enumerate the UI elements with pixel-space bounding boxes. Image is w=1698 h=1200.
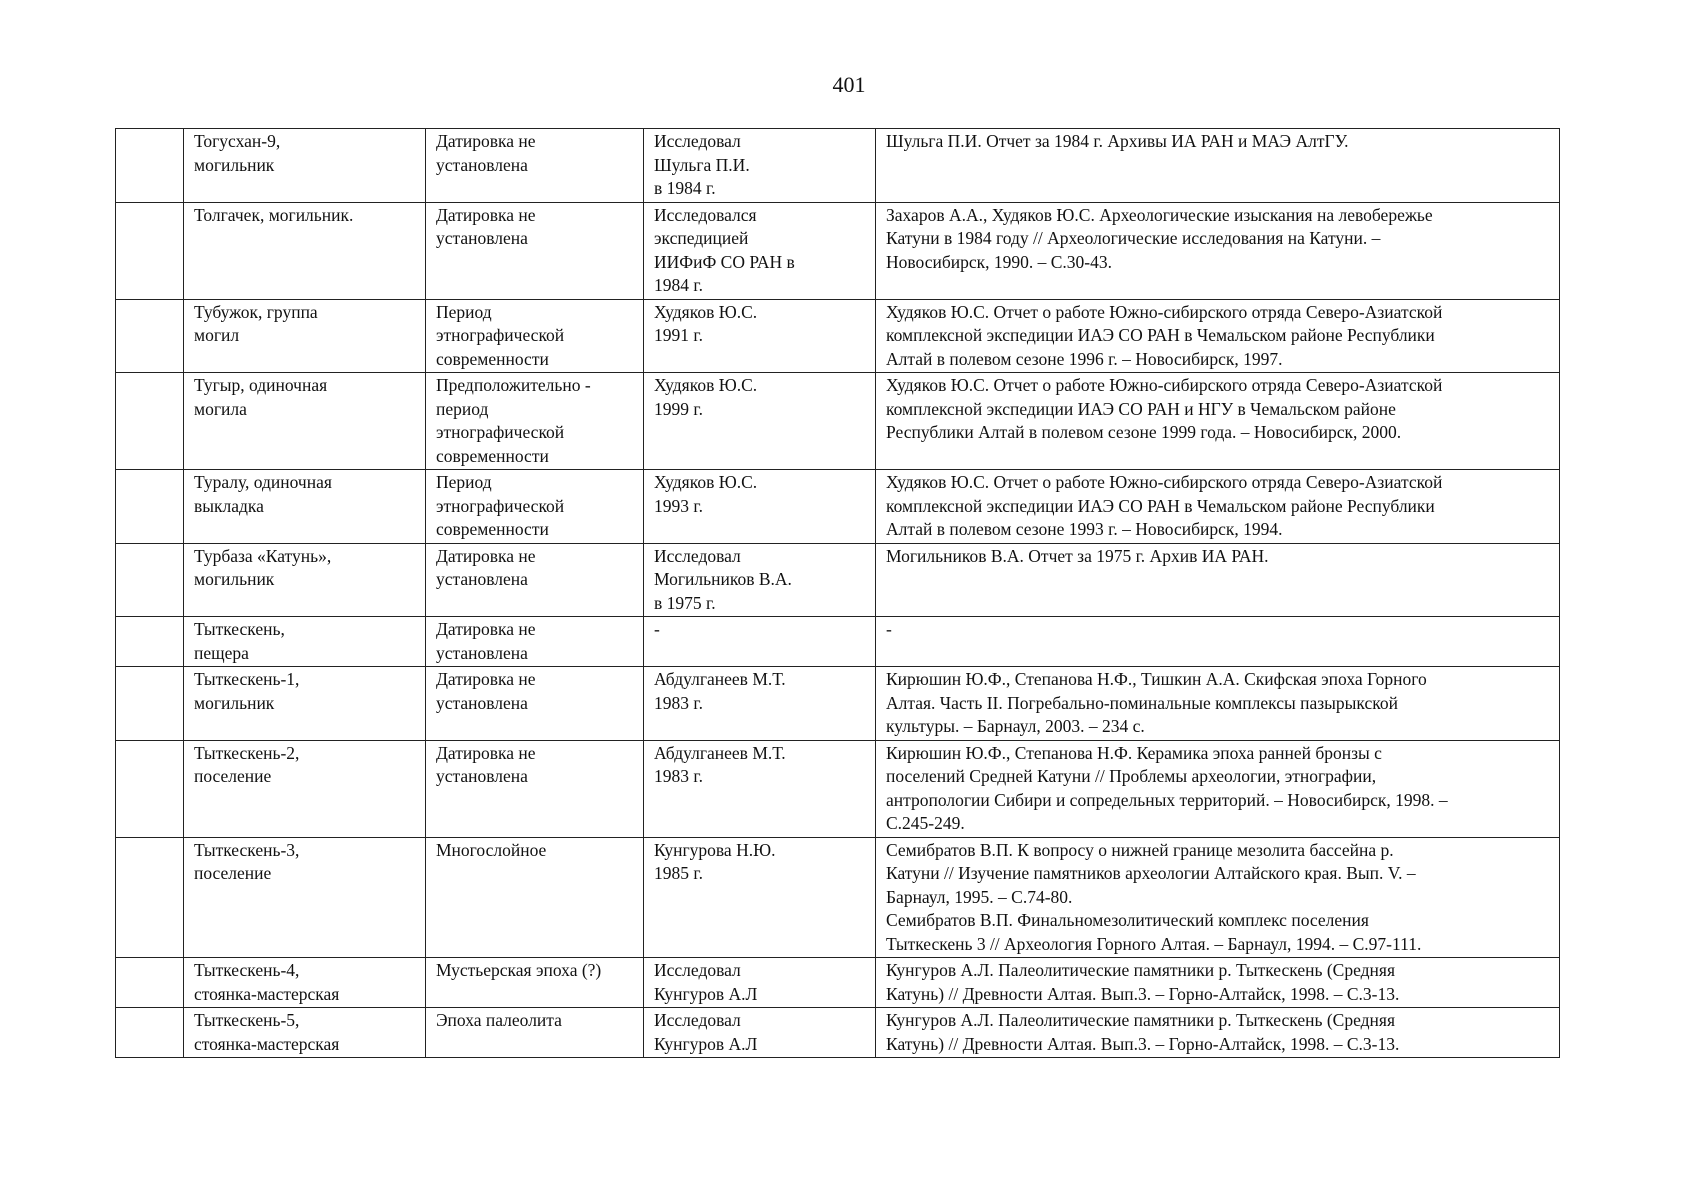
dating-cell: Датировка не установлена — [426, 617, 644, 667]
dating-cell: Предположительно - период этнографической современности — [426, 373, 644, 470]
research-cell: Худяков Ю.С. 1991 г. — [644, 299, 876, 373]
monument-name-cell: Толгачек, могильник. — [184, 202, 426, 299]
monuments-table — [115, 128, 1560, 1058]
table-row — [116, 1008, 1560, 1058]
table-row — [116, 837, 1560, 958]
row-number-cell — [116, 667, 184, 741]
dating-cell: Период этнографической современности — [426, 299, 644, 373]
monuments-table-body — [116, 129, 1560, 1058]
table-row — [116, 373, 1560, 470]
row-number-cell — [116, 740, 184, 837]
literature-cell: - — [876, 617, 1560, 667]
row-number-cell — [116, 470, 184, 544]
dating-cell: Эпоха палеолита — [426, 1008, 644, 1058]
research-cell: Абдулганеев М.Т. 1983 г. — [644, 740, 876, 837]
monument-name-cell: Тыткескень-2, поселение — [184, 740, 426, 837]
monument-name-cell: Тыткескень-4, стоянка-мастерская — [184, 958, 426, 1008]
research-cell: Исследовал Кунгуров А.Л — [644, 958, 876, 1008]
table-row — [116, 617, 1560, 667]
literature-cell: Кирюшин Ю.Ф., Степанова Н.Ф., Тишкин А.А. Скифская эпоха Горного Алтая. Часть II. Погребально-поминальные комплексы пазырыкской культуры. – Барнаул, 2003. – 234 с. — [876, 667, 1560, 741]
table-row — [116, 470, 1560, 544]
table-row — [116, 667, 1560, 741]
research-cell: Исследовался экспедицией ИИФиФ СО РАН в 1984 г. — [644, 202, 876, 299]
research-cell: Худяков Ю.С. 1993 г. — [644, 470, 876, 544]
literature-cell: Кунгуров А.Л. Палеолитические памятники р. Тыткескень (Средняя Катунь) // Древности Алтая. Вып.3. – Горно-Алтайск, 1998. – С.3-13. — [876, 958, 1560, 1008]
monument-name-cell: Тогусхан-9, могильник — [184, 129, 426, 203]
dating-cell: Датировка не установлена — [426, 543, 644, 617]
row-number-cell — [116, 543, 184, 617]
literature-cell: Семибратов В.П. К вопросу о нижней границе мезолита бассейна р. Катуни // Изучение памятников археологии Алтайского края. Вып. V. – Барнаул, 1995. – С.74-80. Семибратов В.П. Финальномезолитический комплекс поселения Тыткескень 3 // Археология Горного Алтая. – Барнаул, 1994. – С.97-111. — [876, 837, 1560, 958]
row-number-cell — [116, 958, 184, 1008]
monument-name-cell: Тыткескень, пещера — [184, 617, 426, 667]
monument-name-cell: Турбаза «Катунь», могильник — [184, 543, 426, 617]
monument-name-cell: Туралу, одиночная выкладка — [184, 470, 426, 544]
row-number-cell — [116, 837, 184, 958]
page-number: 401 — [832, 72, 866, 97]
monument-name-cell: Тыткескень-1, могильник — [184, 667, 426, 741]
dating-cell: Мустьерская эпоха (?) — [426, 958, 644, 1008]
row-number-cell — [116, 129, 184, 203]
row-number-cell — [116, 299, 184, 373]
table-row — [116, 958, 1560, 1008]
monument-name-cell: Тыткескень-5, стоянка-мастерская — [184, 1008, 426, 1058]
dating-cell: Датировка не установлена — [426, 667, 644, 741]
dating-cell: Датировка не установлена — [426, 740, 644, 837]
literature-cell: Кунгуров А.Л. Палеолитические памятники р. Тыткескень (Средняя Катунь) // Древности Алтая. Вып.3. – Горно-Алтайск, 1998. – С.3-13. — [876, 1008, 1560, 1058]
research-cell: Исследовал Кунгуров А.Л — [644, 1008, 876, 1058]
row-number-cell — [116, 202, 184, 299]
research-cell: Исследовал Шульга П.И. в 1984 г. — [644, 129, 876, 203]
literature-cell: Кирюшин Ю.Ф., Степанова Н.Ф. Керамика эпоха ранней бронзы с поселений Средней Катуни // Проблемы археологии, этнографии, антропологии Сибири и сопредельных территорий. – Новосибирск, 1998. – С.245-249. — [876, 740, 1560, 837]
literature-cell: Могильников В.А. Отчет за 1975 г. Архив ИА РАН. — [876, 543, 1560, 617]
dating-cell: Период этнографической современности — [426, 470, 644, 544]
research-cell: Кунгурова Н.Ю. 1985 г. — [644, 837, 876, 958]
table-row — [116, 202, 1560, 299]
literature-cell: Худяков Ю.С. Отчет о работе Южно-сибирского отряда Северо-Азиатской комплексной экспедиции ИАЭ СО РАН в Чемальском районе Республики Алтай в полевом сезоне 1996 г. – Новосибирск, 1997. — [876, 299, 1560, 373]
research-cell: Худяков Ю.С. 1999 г. — [644, 373, 876, 470]
row-number-cell — [116, 617, 184, 667]
table-row — [116, 299, 1560, 373]
literature-cell: Худяков Ю.С. Отчет о работе Южно-сибирского отряда Северо-Азиатской комплексной экспедиции ИАЭ СО РАН и НГУ в Чемальском районе Республики Алтай в полевом сезоне 1999 года. – Новосибирск, 2000. — [876, 373, 1560, 470]
research-cell: - — [644, 617, 876, 667]
literature-cell: Захаров А.А., Худяков Ю.С. Археологические изыскания на левобережье Катуни в 1984 году // Археологические исследования на Катуни. – Новосибирск, 1990. – С.30-43. — [876, 202, 1560, 299]
row-number-cell — [116, 1008, 184, 1058]
monument-name-cell: Тыткескень-3, поселение — [184, 837, 426, 958]
literature-cell: Худяков Ю.С. Отчет о работе Южно-сибирского отряда Северо-Азиатской комплексной экспедиции ИАЭ СО РАН в Чемальском районе Республики Алтай в полевом сезоне 1993 г. – Новосибирск, 1994. — [876, 470, 1560, 544]
monument-name-cell: Тубужок, группа могил — [184, 299, 426, 373]
research-cell: Исследовал Могильников В.А. в 1975 г. — [644, 543, 876, 617]
monument-name-cell: Тугыр, одиночная могила — [184, 373, 426, 470]
dating-cell: Датировка не установлена — [426, 202, 644, 299]
table-row — [116, 740, 1560, 837]
dating-cell: Датировка не установлена — [426, 129, 644, 203]
literature-cell: Шульга П.И. Отчет за 1984 г. Архивы ИА РАН и МАЭ АлтГУ. — [876, 129, 1560, 203]
row-number-cell — [116, 373, 184, 470]
research-cell: Абдулганеев М.Т. 1983 г. — [644, 667, 876, 741]
dating-cell: Многослойное — [426, 837, 644, 958]
table-row — [116, 543, 1560, 617]
table-row — [116, 129, 1560, 203]
